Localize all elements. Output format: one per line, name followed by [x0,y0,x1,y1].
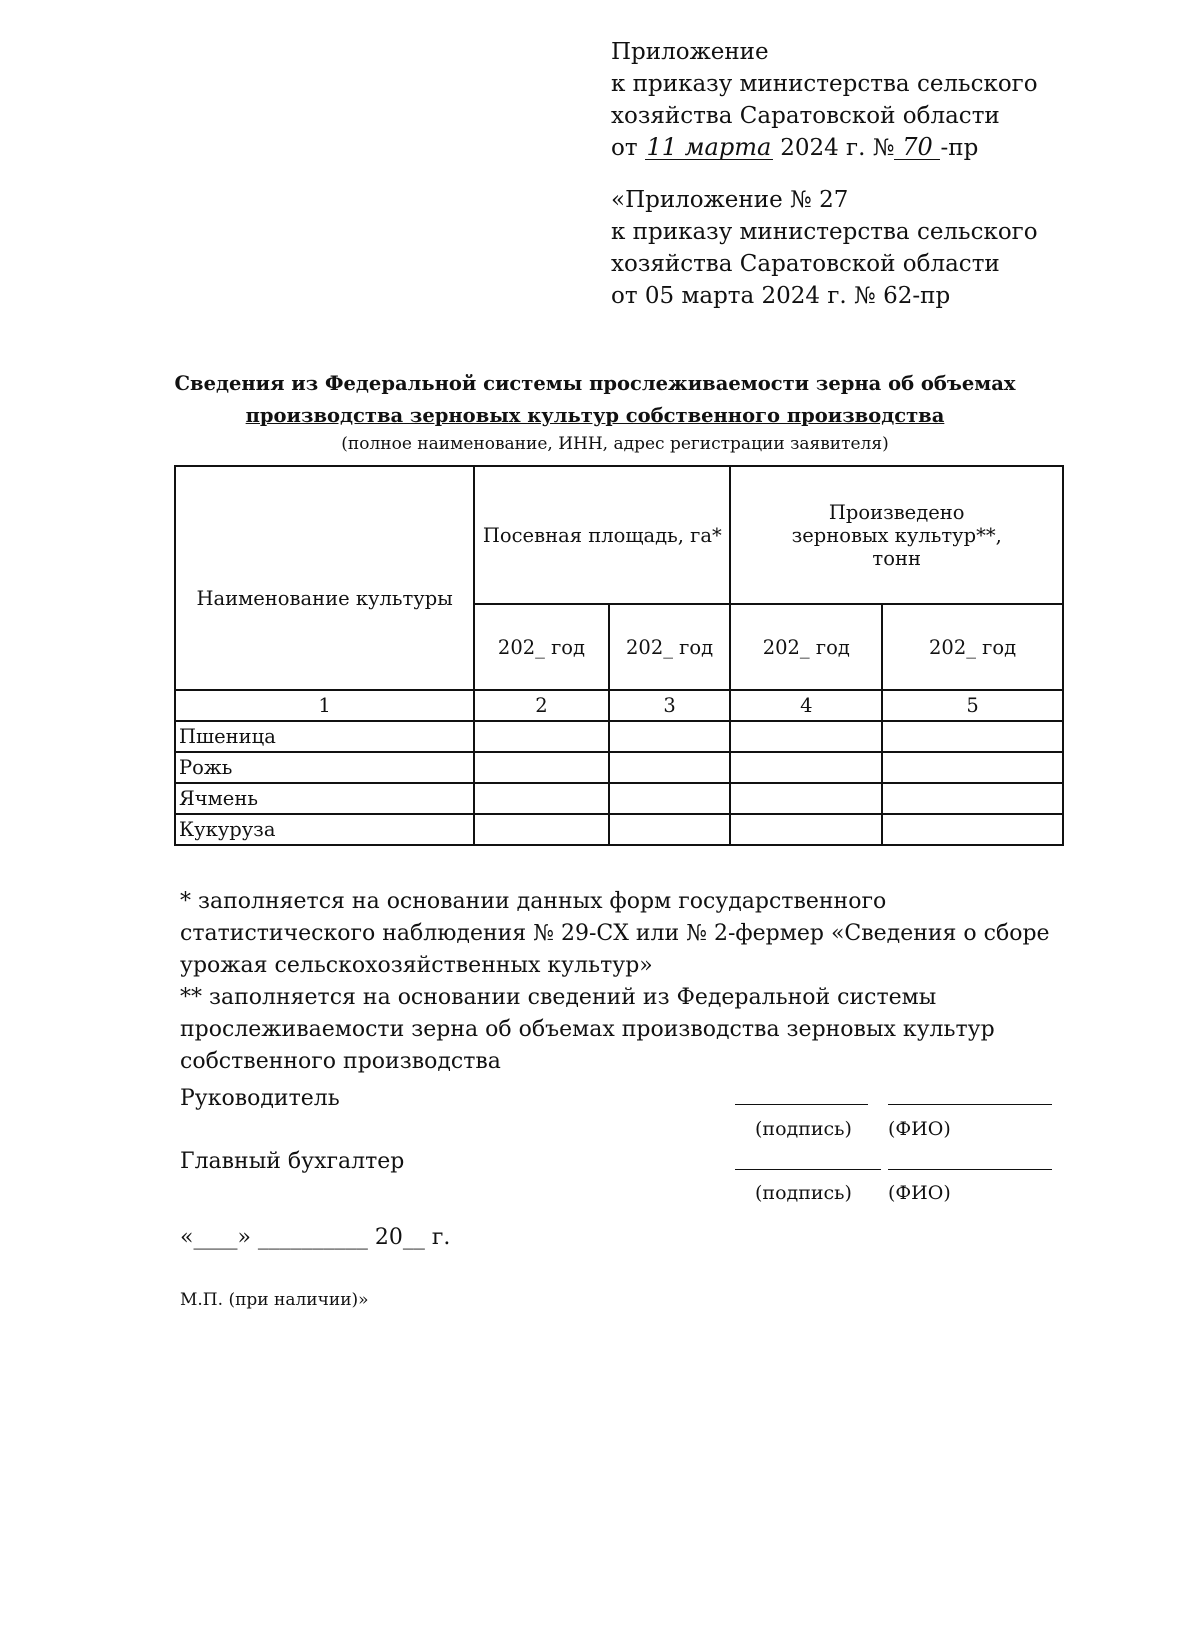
header-year-1: 202_ год [474,604,609,690]
appendix-ministry-line: хозяйства Саратовской области [611,103,1000,129]
table-cell[interactable] [609,721,731,752]
crop-name: Рожь [175,752,474,783]
head-signature-caption: (подпись) [755,1118,852,1140]
signature-head-label: Руководитель [180,1086,340,1111]
column-number-2: 2 [474,690,609,721]
footnote-2-line2: прослеживаемости зерна об объемах производства зерновых культур [180,1017,995,1042]
footnote-1-line1: * заполняется на основании данных форм государственного [180,889,887,914]
column-number-5: 5 [882,690,1063,721]
header-year-3: 202_ год [730,604,882,690]
table-row [175,783,1063,814]
appendix-title: Приложение [611,39,769,65]
table-cell[interactable] [882,783,1063,814]
table-cell[interactable] [730,752,882,783]
table-cell[interactable] [882,814,1063,845]
table-cell[interactable] [474,752,609,783]
appendix27-ministry-line: хозяйства Саратовской области [611,251,1000,277]
document-subtitle: (полное наименование, ИНН, адрес регистрации заявителя) [341,434,889,454]
document-title-line2: производства зерновых культур собственного производства [245,404,945,427]
date-prefix: от [611,135,638,161]
accountant-fio-caption: (ФИО) [888,1182,951,1204]
appendix27-order-line: к приказу министерства сельского [611,219,1038,245]
header-crop-name: Наименование культуры [175,466,474,690]
date-field-line[interactable]: «____» __________ 20__ г. [180,1225,451,1250]
head-fio-line[interactable] [888,1104,1052,1105]
stamp-place: М.П. (при наличии)» [180,1290,369,1310]
crop-name: Пшеница [175,721,474,752]
table-cell[interactable] [474,814,609,845]
table-row [175,814,1063,845]
signature-accountant-label: Главный бухгалтер [180,1149,405,1174]
header-sown-area: Посевная площадь, га* [474,466,730,604]
head-signature-line[interactable] [735,1104,868,1105]
footnote-2-line1: ** заполняется на основании сведений из Федеральной системы [180,985,937,1010]
footnote-2-line3: собственного производства [180,1049,501,1074]
order-suffix: -пр [940,135,979,161]
header-year-2: 202_ год [609,604,731,690]
handwritten-number: 70 [894,135,940,160]
header-year-4: 202_ год [882,604,1063,690]
column-number-1: 1 [175,690,474,721]
accountant-signature-line[interactable] [735,1169,881,1170]
table-cell[interactable] [609,752,731,783]
footnote-1-line2: статистического наблюдения № 29-СХ или № 2-фермер «Сведения о сборе [180,921,1050,946]
column-number-4: 4 [730,690,882,721]
table-cell[interactable] [730,721,882,752]
crop-name: Кукуруза [175,814,474,845]
table-cell[interactable] [474,783,609,814]
crop-name: Ячмень [175,783,474,814]
table-cell[interactable] [882,721,1063,752]
head-fio-caption: (ФИО) [888,1118,951,1140]
table-cell[interactable] [474,721,609,752]
table-cell[interactable] [882,752,1063,783]
table-cell[interactable] [609,783,731,814]
appendix-date-line [611,132,978,164]
table-cell[interactable] [609,814,731,845]
table-cell[interactable] [730,814,882,845]
table-row [175,721,1063,752]
handwritten-date: 11 марта [646,133,772,161]
date-year: 2024 г. № [780,135,895,161]
footnote-1-line3: урожая сельскохозяйственных культур» [180,953,653,978]
document-title-line1: Сведения из Федеральной системы прослеживаемости зерна об объемах [174,372,1016,395]
table-cell[interactable] [730,783,882,814]
table-row [175,752,1063,783]
column-number-3: 3 [609,690,731,721]
appendix27-date-line: от 05 марта 2024 г. № 62-пр [611,283,951,309]
accountant-fio-line[interactable] [888,1169,1052,1170]
appendix-order-line: к приказу министерства сельского [611,71,1038,97]
header-produced: Произведено зерновых культур**, тонн [730,466,1063,604]
accountant-signature-caption: (подпись) [755,1182,852,1204]
document-title-line2-wrap [0,404,1190,427]
crops-table [174,465,1064,846]
appendix27-title: «Приложение № 27 [611,187,849,213]
